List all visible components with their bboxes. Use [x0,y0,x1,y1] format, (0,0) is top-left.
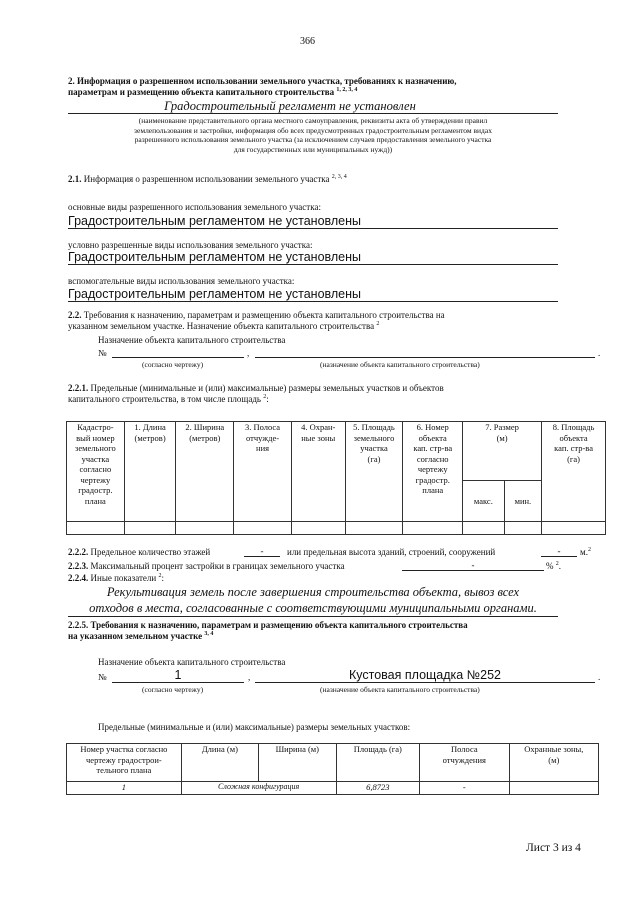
drawing-caption: (согласно чертежу) [142,360,204,369]
header-area: 5. Площадь земельного участка (га) [345,422,403,522]
drawing-number: 1 [174,668,182,682]
regulation-caption: (наименование представительного органа местного самоуправления, реквизиты акта об утверждении правил землепользования и застройки, информация обо всех предусмотренных градостроительным регламентом видах разрешенного использования земельного участка (за исключением случаев предоставления земельного участка для государственных или муниципальных нужд)) [134,116,492,154]
header-object-area: 8. Площадь объекта кап. стр-ва (га) [542,422,606,522]
conditional-use-label: условно разрешенные виды использования земельного участка: [68,240,313,250]
object-purpose: Кустовая площадка №252 [349,668,501,682]
drawing-number-line [112,682,244,683]
table-cell [403,521,463,534]
table-cell [504,521,541,534]
header-length: Длина (м) [181,744,258,782]
header-object-number: 6. Номер объекта кап. стр-ва согласно чертежу градостр. плана [403,422,463,522]
s221-text: 2.2.1. Предельные (минимальные и (или) максимальные) размеры земельных участков и объектов капитального строительства, в том числе площадь $^2$: [68,383,444,404]
comma: , [248,672,251,682]
underline [68,616,558,617]
table-row [67,782,599,795]
other-indicators-line2: отходов в места, согласованные с соответствующими муниципальными органами. [89,601,537,615]
s223-label: 2.2.3. Максимальный процент застройки в границах земельного участка [68,561,345,571]
cell-plot-number: 1 [67,782,182,795]
other-indicators-line1: Рекультивация земель после завершения строительства объекта, вывоз всех [106,585,520,599]
purpose-line [255,357,595,358]
table-cell [291,521,345,534]
table-cell [345,521,403,534]
purpose-caption: (назначение объекта капитального строительства) [320,685,480,694]
s222-label: 2.2.2. Предельное количество этажей [68,547,211,557]
cell-strip: - [420,782,510,795]
s222-height-label: или предельная высота зданий, строений, сооружений [287,547,496,557]
auxiliary-use-label: вспомогательные виды использования земельного участка: [68,276,295,286]
period: . [598,672,601,682]
plot-dimensions-table [66,743,599,795]
s224-label: 2.2.4. Иные показатели $^2$: [68,573,164,583]
cell-area: 6,8723 [336,782,419,795]
limits-label: Предельные (минимальные и (или) максимальные) размеры земельных участков: [98,722,411,732]
s22-purpose-label: Назначение объекта капитального строительства [98,335,286,345]
underline [68,301,558,302]
s225-purpose-label: Назначение объекта капитального строительства [98,657,286,667]
main-use-value: Градостроительным регламентом не установлены [68,214,362,228]
header-width: 2. Ширина (метров) [176,422,234,522]
underline [68,264,558,265]
table-cell [234,521,292,534]
sheet-number: Лист 3 из 4 [526,842,581,854]
height-value: - [557,546,561,556]
no-sign: № [98,348,107,358]
conditional-use-value: Градостроительным регламентом не установлены [68,250,362,264]
header-length: 1. Длина (метров) [124,422,176,522]
header-area: Площадь (га) [336,744,419,782]
drawing-number-line [112,357,244,358]
underline [68,113,558,114]
purpose-caption: (назначение объекта капитального строительства) [320,360,480,369]
s225-title: 2.2.5. Требования к назначению, параметрам и размещению объекта капитального строительства на указанном земельном участке $^{3, 4}$ [68,620,468,641]
header-plot-number: Номер участка согласно чертежу градострои- тельного плана [67,744,182,782]
table-cell [124,521,176,534]
s21-heading: 2.1. Информация о разрешенном использовании земельного участка $^{2, 3, 4}$ [68,174,347,184]
header-size: 7. Размер (м) [463,422,542,481]
s22-text: 2.2. Требования к назначению, параметрам и размещению объекта капитального строительства на указанном земельном участке. Назначение объекта капитального строительства $^2$ [68,310,445,331]
header-cadastral: Кадастро- вый номер земельного участка согласно чертежу градостр. плана [67,422,125,522]
table-cell [463,521,505,534]
auxiliary-use-value: Градостроительным регламентом не установлены [68,287,362,301]
header-strip: 3. Полоса отчужде- ния [234,422,292,522]
period: . [598,348,601,358]
percent-unit: % $^2$. [546,561,561,571]
table-cell [67,521,125,534]
header-max: макс. [463,481,505,522]
table-cell [542,521,606,534]
header-zones: Охранные зоны, (м) [509,744,598,782]
cell-zones [509,782,598,795]
no-sign: № [98,672,107,682]
underline [68,228,558,229]
drawing-caption: (согласно чертежу) [142,685,204,694]
table-cell [176,521,234,534]
header-strip: Полоса отчуждения [420,744,510,782]
cell-dimensions: Сложная конфигурация [181,782,336,795]
main-use-label: основные виды разрешенного использования земельного участка: [68,202,321,212]
header-width: Ширина (м) [259,744,337,782]
height-unit: м.$^2$ [580,547,591,557]
page-number: 366 [300,36,315,47]
limits-table [66,421,606,535]
floors-value: - [260,546,264,556]
header-min: мин. [504,481,541,522]
section-title: 2. Информация о разрешенном использовании земельного участка, требованиях к назначению, параметрам и размещению объекта капитального строительства $^{1, 2, 3, 4}$ [68,76,457,97]
percent-value: - [471,560,475,570]
comma: , [247,348,250,358]
header-zones: 4. Охран- ные зоны [291,422,345,522]
purpose-line [255,682,595,683]
regulation-handwritten: Градостроительный регламент не установлен [164,99,416,113]
